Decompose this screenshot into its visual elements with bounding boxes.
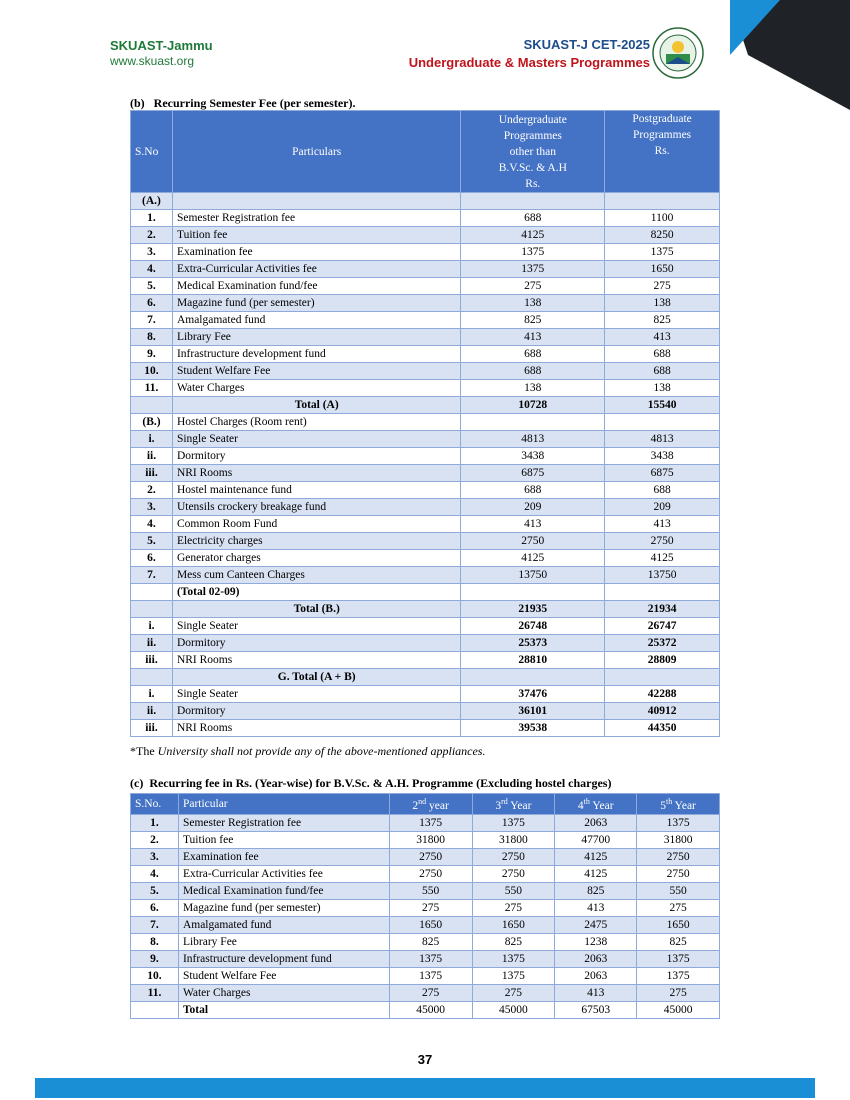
- row-ug-fee: [461, 193, 605, 210]
- row-fee-y2: 275: [389, 899, 472, 916]
- row-fee-y2: 825: [389, 933, 472, 950]
- section-c-title: (c) Recurring fee in Rs. (Year-wise) for B.V.Sc. & A.H. Programme (Excluding hostel charges): [130, 776, 612, 790]
- row-fee-y2: 2750: [389, 865, 472, 882]
- row-particular: Mess cum Canteen Charges: [172, 567, 460, 584]
- row-fee-y5: 2750: [637, 865, 720, 882]
- row-ug-fee: 688: [461, 210, 605, 227]
- row-particular: Single Seater: [172, 686, 460, 703]
- row-sno: ii.: [131, 448, 173, 465]
- table-row: [131, 720, 720, 737]
- row-sno: [131, 584, 173, 601]
- row-fee-y2: 1650: [389, 916, 472, 933]
- row-sno: iii.: [131, 652, 173, 669]
- col-header-sno: S.No: [131, 111, 173, 193]
- table-row: [131, 567, 720, 584]
- row-sno: 8.: [131, 933, 179, 950]
- row-particular: Common Room Fund: [172, 516, 460, 533]
- row-ug-fee: 37476: [461, 686, 605, 703]
- row-sno: ii.: [131, 635, 173, 652]
- row-fee-y5: 1650: [637, 916, 720, 933]
- row-particular: Medical Examination fund/fee: [172, 278, 460, 295]
- row-pg-fee: 28809: [605, 652, 720, 669]
- row-fee-y3: 1375: [472, 814, 555, 831]
- row-particular: NRI Rooms: [172, 720, 460, 737]
- table-row: [131, 882, 720, 899]
- row-pg-fee: 275: [605, 278, 720, 295]
- row-fee-y3: 45000: [472, 1001, 555, 1018]
- row-sno: 4.: [131, 261, 173, 278]
- row-sno: 7.: [131, 567, 173, 584]
- col-header-year-5: 5th Year: [637, 794, 720, 815]
- row-fee-y5: 45000: [637, 1001, 720, 1018]
- row-sno: 8.: [131, 329, 173, 346]
- row-pg-fee: 2750: [605, 533, 720, 550]
- row-pg-fee: 21934: [605, 601, 720, 618]
- row-pg-fee: 8250: [605, 227, 720, 244]
- corner-decoration-icon: [730, 0, 850, 110]
- row-particular: Hostel Charges (Room rent): [172, 414, 460, 431]
- org-name: SKUAST-Jammu: [110, 38, 213, 53]
- row-fee-y2: 31800: [389, 831, 472, 848]
- col-header-year-2: 2nd year: [389, 794, 472, 815]
- page-number: 37: [417, 1052, 433, 1067]
- row-sno: (B.): [131, 414, 173, 431]
- row-ug-fee: 6875: [461, 465, 605, 482]
- row-pg-fee: [605, 669, 720, 686]
- row-particular: Dormitory: [172, 635, 460, 652]
- row-particular: Water Charges: [172, 380, 460, 397]
- table-row: [131, 984, 720, 1001]
- table-row: [131, 312, 720, 329]
- row-ug-fee: 1375: [461, 261, 605, 278]
- row-ug-fee: 13750: [461, 567, 605, 584]
- table-row: [131, 933, 720, 950]
- row-fee-y4: 2063: [555, 814, 637, 831]
- row-pg-fee: 825: [605, 312, 720, 329]
- row-sno: 2.: [131, 831, 179, 848]
- row-sno: 2.: [131, 227, 173, 244]
- row-ug-fee: 688: [461, 346, 605, 363]
- table-row: [131, 210, 720, 227]
- university-logo-icon: [652, 27, 704, 79]
- row-fee-y5: 1375: [637, 814, 720, 831]
- row-particular: Amalgamated fund: [178, 916, 389, 933]
- row-ug-fee: 3438: [461, 448, 605, 465]
- table-row: [131, 550, 720, 567]
- table-row: [131, 397, 720, 414]
- row-fee-y3: 1650: [472, 916, 555, 933]
- row-pg-fee: 4125: [605, 550, 720, 567]
- row-particular: Amalgamated fund: [172, 312, 460, 329]
- col-header-year-3: 3rd Year: [472, 794, 555, 815]
- row-particular: Magazine fund (per semester): [178, 899, 389, 916]
- col-header-particulars: Particulars: [172, 111, 460, 193]
- row-fee-y3: 275: [472, 984, 555, 1001]
- website-link[interactable]: www.skuast.org: [110, 54, 195, 68]
- row-ug-fee: 209: [461, 499, 605, 516]
- table-row: [131, 1001, 720, 1018]
- row-sno: 10.: [131, 967, 179, 984]
- row-pg-fee: 44350: [605, 720, 720, 737]
- row-fee-y4: 4125: [555, 848, 637, 865]
- table-row: [131, 848, 720, 865]
- row-pg-fee: [605, 584, 720, 601]
- table-row: [131, 380, 720, 397]
- table-row: [131, 295, 720, 312]
- table-row: [131, 703, 720, 720]
- row-particular: Utensils crockery breakage fund: [172, 499, 460, 516]
- row-particular: Student Welfare Fee: [178, 967, 389, 984]
- row-pg-fee: 40912: [605, 703, 720, 720]
- row-pg-fee: 413: [605, 516, 720, 533]
- row-particular: Generator charges: [172, 550, 460, 567]
- table-row: [131, 363, 720, 380]
- row-sno: 11.: [131, 380, 173, 397]
- row-fee-y4: 2475: [555, 916, 637, 933]
- row-particular: Total (B.): [172, 601, 460, 618]
- row-particular: Student Welfare Fee: [172, 363, 460, 380]
- row-ug-fee: 28810: [461, 652, 605, 669]
- row-sno: 11.: [131, 984, 179, 1001]
- row-fee-y4: 413: [555, 899, 637, 916]
- row-sno: i.: [131, 618, 173, 635]
- row-ug-fee: 4125: [461, 550, 605, 567]
- row-particular: Extra-Curricular Activities fee: [172, 261, 460, 278]
- table-row: [131, 227, 720, 244]
- row-ug-fee: 25373: [461, 635, 605, 652]
- table-row: [131, 686, 720, 703]
- row-sno: 5.: [131, 278, 173, 295]
- row-sno: 1.: [131, 210, 173, 227]
- row-fee-y5: 275: [637, 899, 720, 916]
- row-particular: (Total 02-09): [172, 584, 460, 601]
- row-particular: Medical Examination fund/fee: [178, 882, 389, 899]
- row-sno: [131, 669, 173, 686]
- row-particular: Total: [178, 1001, 389, 1018]
- table-row: [131, 448, 720, 465]
- table-row: [131, 278, 720, 295]
- table-row: [131, 814, 720, 831]
- row-particular: Semester Registration fee: [172, 210, 460, 227]
- row-ug-fee: 21935: [461, 601, 605, 618]
- row-particular: [172, 193, 460, 210]
- row-ug-fee: 138: [461, 295, 605, 312]
- row-sno: 5.: [131, 882, 179, 899]
- table-row: [131, 431, 720, 448]
- row-ug-fee: [461, 584, 605, 601]
- row-pg-fee: 13750: [605, 567, 720, 584]
- table-row: [131, 618, 720, 635]
- row-particular: Examination fee: [172, 244, 460, 261]
- row-pg-fee: 26747: [605, 618, 720, 635]
- row-sno: 4.: [131, 516, 173, 533]
- table-row: [131, 346, 720, 363]
- row-particular: Tuition fee: [178, 831, 389, 848]
- row-fee-y3: 1375: [472, 950, 555, 967]
- table-row: [131, 950, 720, 967]
- table-row: [131, 652, 720, 669]
- row-sno: 7.: [131, 916, 179, 933]
- row-sno: 6.: [131, 295, 173, 312]
- table-row: [131, 865, 720, 882]
- row-pg-fee: 138: [605, 380, 720, 397]
- row-fee-y2: 1375: [389, 950, 472, 967]
- table-row: [131, 533, 720, 550]
- row-fee-y5: 550: [637, 882, 720, 899]
- row-fee-y5: 1375: [637, 967, 720, 984]
- row-pg-fee: 209: [605, 499, 720, 516]
- row-pg-fee: 1375: [605, 244, 720, 261]
- row-particular: Water Charges: [178, 984, 389, 1001]
- row-fee-y4: 2063: [555, 950, 637, 967]
- appliances-note: *The University shall not provide any of the above-mentioned appliances.: [130, 744, 486, 758]
- row-fee-y3: 2750: [472, 865, 555, 882]
- row-fee-y3: 2750: [472, 848, 555, 865]
- row-pg-fee: 6875: [605, 465, 720, 482]
- col-header-sno: S.No.: [131, 794, 179, 815]
- row-pg-fee: 3438: [605, 448, 720, 465]
- row-sno: 3.: [131, 848, 179, 865]
- row-ug-fee: 39538: [461, 720, 605, 737]
- row-fee-y2: 550: [389, 882, 472, 899]
- row-pg-fee: 25372: [605, 635, 720, 652]
- row-ug-fee: 825: [461, 312, 605, 329]
- row-particular: NRI Rooms: [172, 652, 460, 669]
- table-row: [131, 482, 720, 499]
- row-pg-fee: 688: [605, 346, 720, 363]
- table-row: [131, 584, 720, 601]
- table-row: [131, 831, 720, 848]
- table-row: [131, 669, 720, 686]
- row-pg-fee: 1100: [605, 210, 720, 227]
- row-particular: NRI Rooms: [172, 465, 460, 482]
- row-particular: Dormitory: [172, 448, 460, 465]
- row-pg-fee: 138: [605, 295, 720, 312]
- row-ug-fee: 1375: [461, 244, 605, 261]
- row-sno: 10.: [131, 363, 173, 380]
- row-particular: Tuition fee: [172, 227, 460, 244]
- row-pg-fee: 688: [605, 482, 720, 499]
- row-pg-fee: 15540: [605, 397, 720, 414]
- row-fee-y3: 31800: [472, 831, 555, 848]
- row-fee-y4: 47700: [555, 831, 637, 848]
- table-row: [131, 261, 720, 278]
- table-row: [131, 516, 720, 533]
- table-row: [131, 244, 720, 261]
- row-particular: Total (A): [172, 397, 460, 414]
- footer-bar: [35, 1078, 815, 1098]
- row-ug-fee: 275: [461, 278, 605, 295]
- bvsc-yearwise-fee-table: [130, 793, 720, 1019]
- section-b-title: (b) Recurring Semester Fee (per semester).: [130, 96, 356, 110]
- row-ug-fee: 413: [461, 516, 605, 533]
- col-header-ug: Undergraduate Programmes other than B.V.Sc. & A.H Rs.: [461, 111, 605, 193]
- exam-title: SKUAST-J CET-2025: [523, 37, 650, 52]
- row-ug-fee: [461, 669, 605, 686]
- row-fee-y5: 275: [637, 984, 720, 1001]
- row-ug-fee: 413: [461, 329, 605, 346]
- table-row: [131, 499, 720, 516]
- row-sno: 7.: [131, 312, 173, 329]
- table-row: [131, 465, 720, 482]
- row-particular: Library Fee: [172, 329, 460, 346]
- row-particular: Semester Registration fee: [178, 814, 389, 831]
- row-ug-fee: [461, 414, 605, 431]
- row-sno: 6.: [131, 550, 173, 567]
- row-ug-fee: 688: [461, 363, 605, 380]
- col-header-year-4: 4th Year: [555, 794, 637, 815]
- table-row: [131, 601, 720, 618]
- row-ug-fee: 36101: [461, 703, 605, 720]
- row-ug-fee: 26748: [461, 618, 605, 635]
- row-fee-y5: 825: [637, 933, 720, 950]
- row-particular: Electricity charges: [172, 533, 460, 550]
- row-sno: 1.: [131, 814, 179, 831]
- row-sno: iii.: [131, 720, 173, 737]
- row-fee-y2: 1375: [389, 814, 472, 831]
- row-fee-y3: 550: [472, 882, 555, 899]
- row-ug-fee: 4813: [461, 431, 605, 448]
- row-sno: 3.: [131, 499, 173, 516]
- row-particular: Hostel maintenance fund: [172, 482, 460, 499]
- row-fee-y4: 825: [555, 882, 637, 899]
- row-fee-y4: 413: [555, 984, 637, 1001]
- row-sno: 2.: [131, 482, 173, 499]
- row-fee-y4: 67503: [555, 1001, 637, 1018]
- row-sno: i.: [131, 431, 173, 448]
- row-ug-fee: 138: [461, 380, 605, 397]
- col-header-particular: Particular: [178, 794, 389, 815]
- row-particular: Library Fee: [178, 933, 389, 950]
- row-particular: G. Total (A + B): [172, 669, 460, 686]
- row-fee-y4: 2063: [555, 967, 637, 984]
- row-pg-fee: 688: [605, 363, 720, 380]
- header-left: [110, 38, 213, 68]
- row-sno: 5.: [131, 533, 173, 550]
- row-fee-y2: 1375: [389, 967, 472, 984]
- row-sno: 4.: [131, 865, 179, 882]
- row-particular: Magazine fund (per semester): [172, 295, 460, 312]
- row-sno: ii.: [131, 703, 173, 720]
- row-particular: Single Seater: [172, 431, 460, 448]
- row-particular: Infrastructure development fund: [178, 950, 389, 967]
- row-fee-y2: 2750: [389, 848, 472, 865]
- row-sno: i.: [131, 686, 173, 703]
- row-fee-y2: 275: [389, 984, 472, 1001]
- table-row: [131, 414, 720, 431]
- col-header-pg: Postgraduate Programmes Rs.: [605, 111, 720, 193]
- row-fee-y5: 1375: [637, 950, 720, 967]
- semester-fee-table: [130, 110, 720, 737]
- table-row: [131, 899, 720, 916]
- row-particular: Extra-Curricular Activities fee: [178, 865, 389, 882]
- table-row: [131, 635, 720, 652]
- row-fee-y3: 275: [472, 899, 555, 916]
- row-pg-fee: [605, 193, 720, 210]
- header-right: [409, 37, 650, 70]
- row-sno: iii.: [131, 465, 173, 482]
- row-ug-fee: 2750: [461, 533, 605, 550]
- row-pg-fee: 42288: [605, 686, 720, 703]
- row-fee-y4: 1238: [555, 933, 637, 950]
- table-row: [131, 193, 720, 210]
- row-sno: [131, 397, 173, 414]
- row-pg-fee: [605, 414, 720, 431]
- row-fee-y4: 4125: [555, 865, 637, 882]
- row-pg-fee: 413: [605, 329, 720, 346]
- row-particular: Single Seater: [172, 618, 460, 635]
- row-fee-y3: 1375: [472, 967, 555, 984]
- table-row: [131, 916, 720, 933]
- row-particular: Infrastructure development fund: [172, 346, 460, 363]
- row-sno: 9.: [131, 346, 173, 363]
- row-ug-fee: 4125: [461, 227, 605, 244]
- row-fee-y5: 2750: [637, 848, 720, 865]
- row-sno: [131, 601, 173, 618]
- row-particular: Examination fee: [178, 848, 389, 865]
- row-pg-fee: 4813: [605, 431, 720, 448]
- table-row: [131, 967, 720, 984]
- programmes-title: Undergraduate & Masters Programmes: [408, 55, 650, 70]
- row-ug-fee: 688: [461, 482, 605, 499]
- row-sno: 3.: [131, 244, 173, 261]
- row-sno: (A.): [131, 193, 173, 210]
- row-sno: [131, 1001, 179, 1018]
- table-row: [131, 329, 720, 346]
- row-fee-y5: 31800: [637, 831, 720, 848]
- row-sno: 6.: [131, 899, 179, 916]
- row-sno: 9.: [131, 950, 179, 967]
- row-ug-fee: 10728: [461, 397, 605, 414]
- row-particular: Dormitory: [172, 703, 460, 720]
- row-pg-fee: 1650: [605, 261, 720, 278]
- row-fee-y2: 45000: [389, 1001, 472, 1018]
- row-fee-y3: 825: [472, 933, 555, 950]
